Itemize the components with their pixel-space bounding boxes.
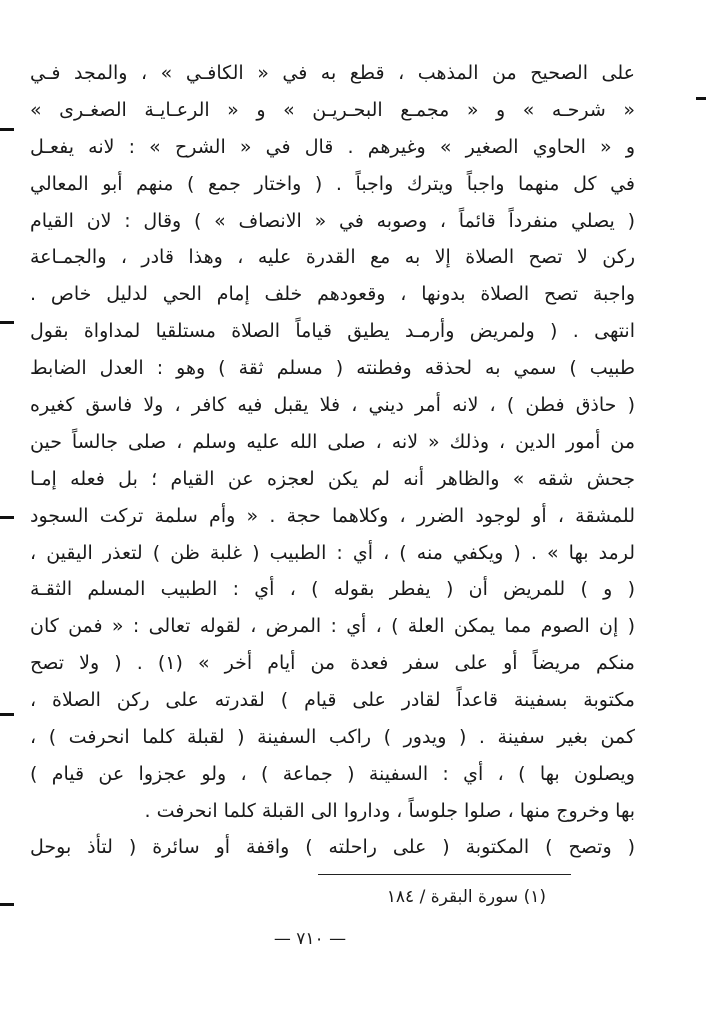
margin-mark: [0, 713, 14, 716]
text-line: كمن بغير سفينة . ( ويدور ) راكب السفينة ( لقبلة كلما انحرفت ) ،: [30, 726, 635, 749]
text-line: جحش شقه » والظاهر أنه لم يكن لعجزه عن القيام ؛ بل فعله إمـا: [30, 467, 635, 490]
text-line: منكم مريضاً أو على سفر فعدة من أيام أخر » (١) . ( ولا تصح: [30, 652, 635, 675]
text-line: للمشقة ، أو لوجود الضرر ، وكلاهما حجة . « وأم سلمة تركت السجود: [30, 504, 635, 527]
text-line: على الصحيح من المذهب ، قطع به في « الكافـي » ، والمجد فـي: [30, 62, 635, 84]
margin-mark: [0, 903, 14, 906]
text-line: ( إن الصوم مما يمكن العلة ) ، أي : المرض ، لقوله تعالى : « فمن كان: [30, 615, 635, 638]
text-line: و « الحاوي الصغير » وغيرهم . قال في « الشرح » : لانه يفعـل: [30, 135, 635, 158]
footnote: (١) سورة البقرة / ١٨٤: [386, 887, 546, 907]
text-line: « شرحـه » و « مجمـع البحـريـن » و « الرعـايـة الصغـرى »: [30, 98, 635, 121]
text-line: من أمور الدين ، وذلك « لانه ، صلى الله عليه وسلم ، صلى جالساً حين: [30, 430, 635, 453]
margin-mark: [0, 516, 14, 519]
margin-mark: [696, 97, 706, 100]
page-number: — ٧١٠ —: [273, 929, 347, 949]
text-line: انتهى . ( ولمريض وأرمـد يطيق قياماً الصلاة مستلقيا لمداواة بقول: [30, 320, 635, 343]
second-paragraph: [30, 829, 635, 866]
text-line: ( و ) للمريض أن ( يفطر بقوله ) ، أي : الطبيب المسلم الثقـة: [30, 578, 635, 601]
footnote-divider: [318, 874, 571, 875]
margin-mark: [0, 321, 14, 324]
text-line: في كل منهما واجباً ويترك واجباً . ( واختار جمع ) منهم أبو المعالي: [30, 172, 635, 195]
text-line: لرمد بها » . ( ويكفي منه ) ، أي : الطبيب ( غلبة ظن ) لتعذر اليقين ،: [30, 541, 635, 564]
text-line: ركن لا تصح الصلاة إلا به مع القدرة عليه ، وهذا قادر ، والجمـاعة: [30, 246, 635, 269]
text-line: ويصلون بها ) ، أي : السفينة ( جماعة ) ، ولو عجزوا عن قيام ): [30, 762, 635, 785]
text-line: واجبة تصح الصلاة بدونها ، وقعودهم خلف إمام الحي لدليل خاص .: [30, 283, 635, 306]
text-line: ( حاذق فطن ) ، لانه أمر ديني ، فلا يقبل فيه كافر ، ولا فاسق كغيره: [30, 394, 635, 417]
text-line: مكتوبة بسفينة قاعداً لقادر على قيام ) لقدرته على ركن الصلاة ،: [30, 689, 635, 712]
margin-mark: [0, 128, 14, 131]
text-line: ( يصلي منفرداً قائماً ، وصوبه في « الانصاف » ) وقال : لان القيام: [30, 209, 635, 232]
text-line: ( وتصح ) المكتوبة ( على راحلته ) واقفة أو سائرة ( لتأذ بوحل: [30, 836, 635, 858]
text-line: طبيب ) سمي به لحذقه وفطنته ( مسلم ثقة ) وهو : العدل الضابط: [30, 357, 635, 380]
main-paragraph: [30, 55, 635, 830]
text-line: بها وخروج منها ، صلوا جلوساً ، وداروا الى القبلة كلما انحرفت .: [144, 799, 635, 822]
